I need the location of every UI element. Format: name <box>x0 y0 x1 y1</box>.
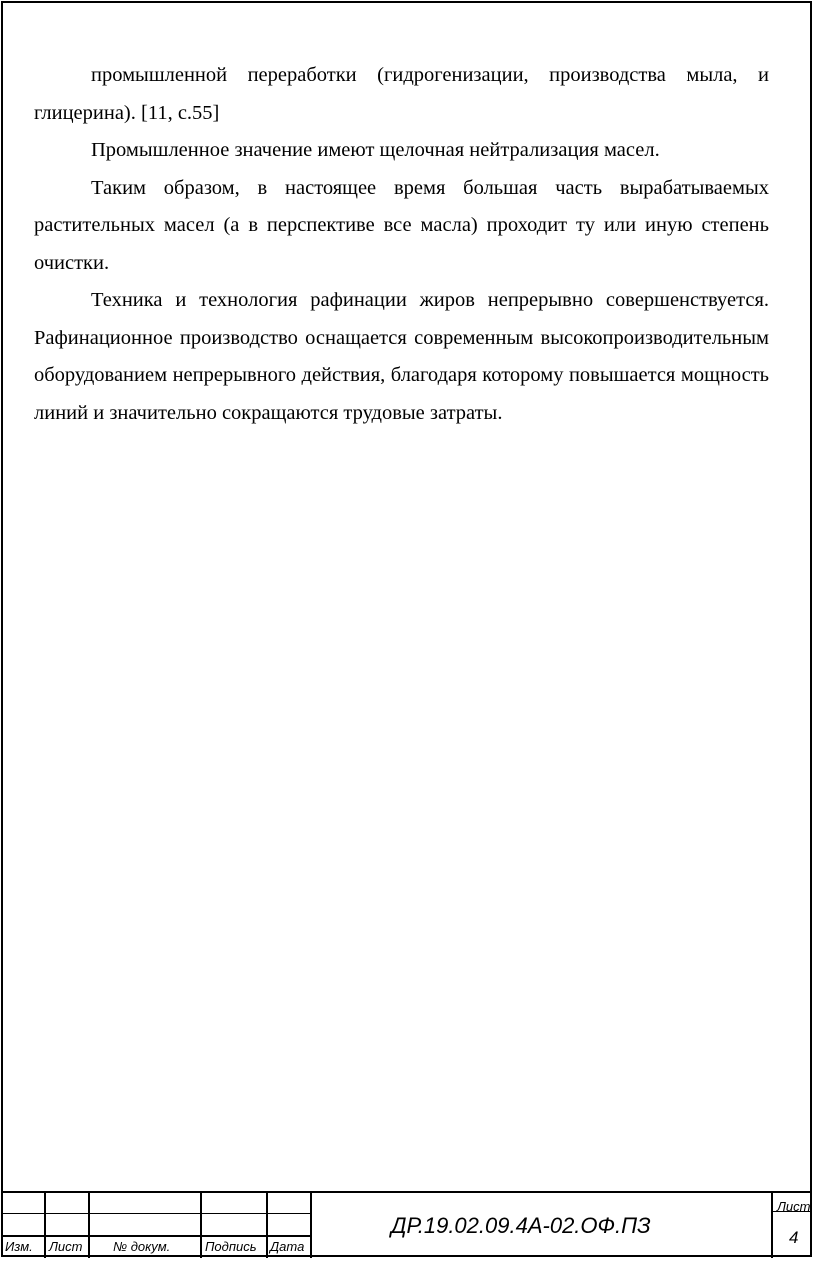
sheet-number: 4 <box>789 1228 799 1247</box>
label-izm: Изм. <box>5 1239 33 1254</box>
stamp-top-border <box>1 1191 812 1193</box>
stamp-col-line-2 <box>88 1191 90 1258</box>
stamp-col-line-3 <box>200 1191 202 1258</box>
paragraph-3: Таким образом, в настоящее время большая часть вырабатываемых растительных масел (а в перспективе все масла) проходит ту или иную степень очистки. <box>34 176 769 274</box>
label-date: Дата <box>270 1239 305 1254</box>
label-list: Лист <box>49 1239 83 1254</box>
title-block <box>1 1191 812 1258</box>
stamp-col-line-4 <box>266 1191 268 1258</box>
label-doc-no: № докум. <box>113 1239 171 1254</box>
document-body <box>34 57 769 432</box>
label-signature: Подпись <box>205 1239 257 1254</box>
paragraph-4: Техника и технология рафинации жиров непрерывно совершенствуется. Рафинационное производство оснащается современным высокопроизводительным оборудованием непрерывного действия, благодаря которому повышается мощность линий и значительно сокращаются трудовые затраты. <box>34 289 769 424</box>
stamp-col-line-1 <box>44 1191 46 1258</box>
sheet-label: Лист <box>777 1199 811 1214</box>
document-code: ДР.19.02.09.4А-02.ОФ.ПЗ <box>391 1213 651 1238</box>
paragraph-1: промышленной переработки (гидрогенизации, производства мыла, и глицерина). [11, с.55] <box>34 64 769 124</box>
paragraph-2: Промышленное значение имеют щелочная нейтрализация масел. <box>91 139 660 161</box>
stamp-col-line-6 <box>771 1191 773 1258</box>
stamp-col-line-5 <box>310 1191 312 1258</box>
